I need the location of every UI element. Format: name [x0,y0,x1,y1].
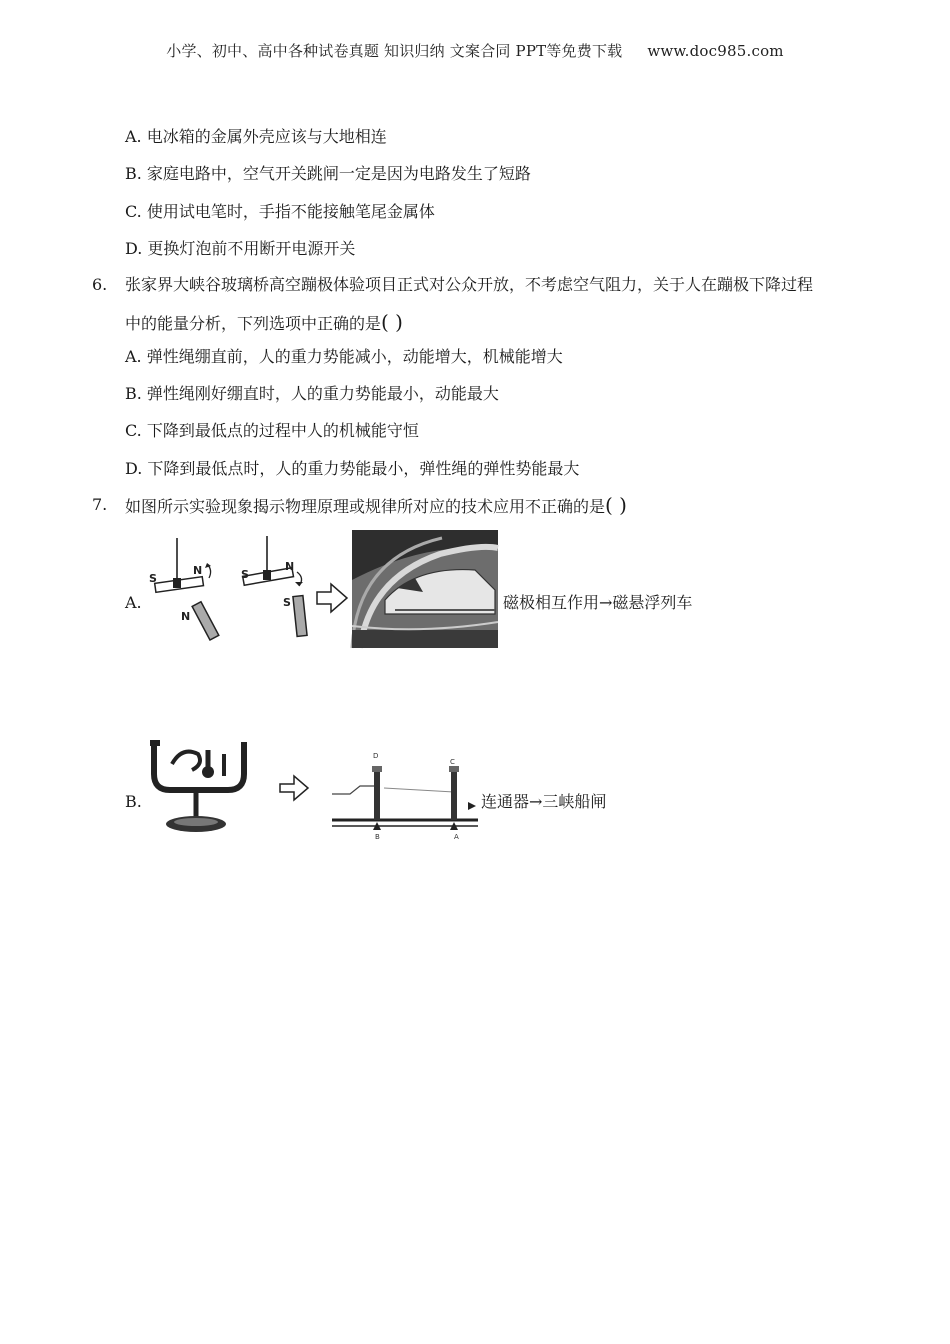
pole-n-label-3: N [285,560,295,573]
q7-option-b-caption: 连通器→三峡船闸 [481,792,607,811]
pole-n-label-2: N [181,610,191,623]
mark-d-label: D [373,752,379,760]
q5-option-a: A. 电冰箱的金属外壳应该与大地相连 [125,127,387,146]
q7-number: 7. [92,495,108,514]
q6-stem-line1: 张家界大峡谷玻璃桥高空蹦极体验项目正式对公众开放，不考虑空气阻力，关于人在蹦极下降过程 [125,275,814,294]
q6-number: 6. [92,275,108,294]
mark-b-label: B [375,833,380,841]
magnet-experiment-2 [241,536,307,636]
q5-option-c: C. 使用试电笔时，手指不能接触笔尾金属体 [125,202,435,221]
pole-n-label: N [193,564,203,577]
hollow-arrow-icon [280,776,308,800]
ship-lock-diagram [332,752,478,841]
q6-answer-paren: ( ) [381,310,403,334]
q6-option-c: C. 下降到最低点的过程中人的机械能守恒 [125,421,419,440]
mark-c-label: C [450,758,455,766]
q5-option-d: D. 更换灯泡前不用断开电源开关 [125,239,356,258]
page-header [0,40,950,61]
maglev-train-image [352,530,498,648]
q7-option-b-figure [148,736,483,842]
pole-s-label-4: S [283,596,291,609]
q6-option-a: A. 弹性绳绷直前，人的重力势能减小，动能增大，机械能增大 [125,347,563,366]
header-text: 小学、初中、高中各种试卷真题 知识归纳 文案合同 PPT等免费下载 [166,42,623,60]
pole-s-label-3: S [241,568,249,581]
q7-stem [125,494,627,518]
q6-option-b: B. 弹性绳刚好绷直时，人的重力势能最小，动能最大 [125,384,499,403]
pole-s-label: S [149,572,157,585]
q7-answer-paren: ( ) [605,493,627,517]
q7-option-a-caption: 磁极相互作用→磁悬浮列车 [503,593,693,612]
magnet-experiment-1 [149,538,219,640]
header-site: www.doc985.com [647,42,784,60]
mark-a-label: A [454,833,459,841]
q6-stem-line2 [125,311,403,335]
q7-stem-text: 如图所示实验现象揭示物理原理或规律所对应的技术应用不正确的是 [125,497,606,516]
q7-option-a-label: A. [125,593,142,612]
q6-stem-text: 中的能量分析，下列选项中正确的是 [125,314,382,333]
q6-option-d: D. 下降到最低点时，人的重力势能最小，弹性绳的弹性势能最大 [125,459,580,478]
q5-option-b: B. 家庭电路中，空气开关跳闸一定是因为电路发生了短路 [125,164,531,183]
connected-vessels-apparatus [150,740,244,832]
q7-option-b-label: B. [125,792,142,811]
hollow-arrow-icon [317,584,347,612]
q7-option-a-figure [145,530,505,650]
